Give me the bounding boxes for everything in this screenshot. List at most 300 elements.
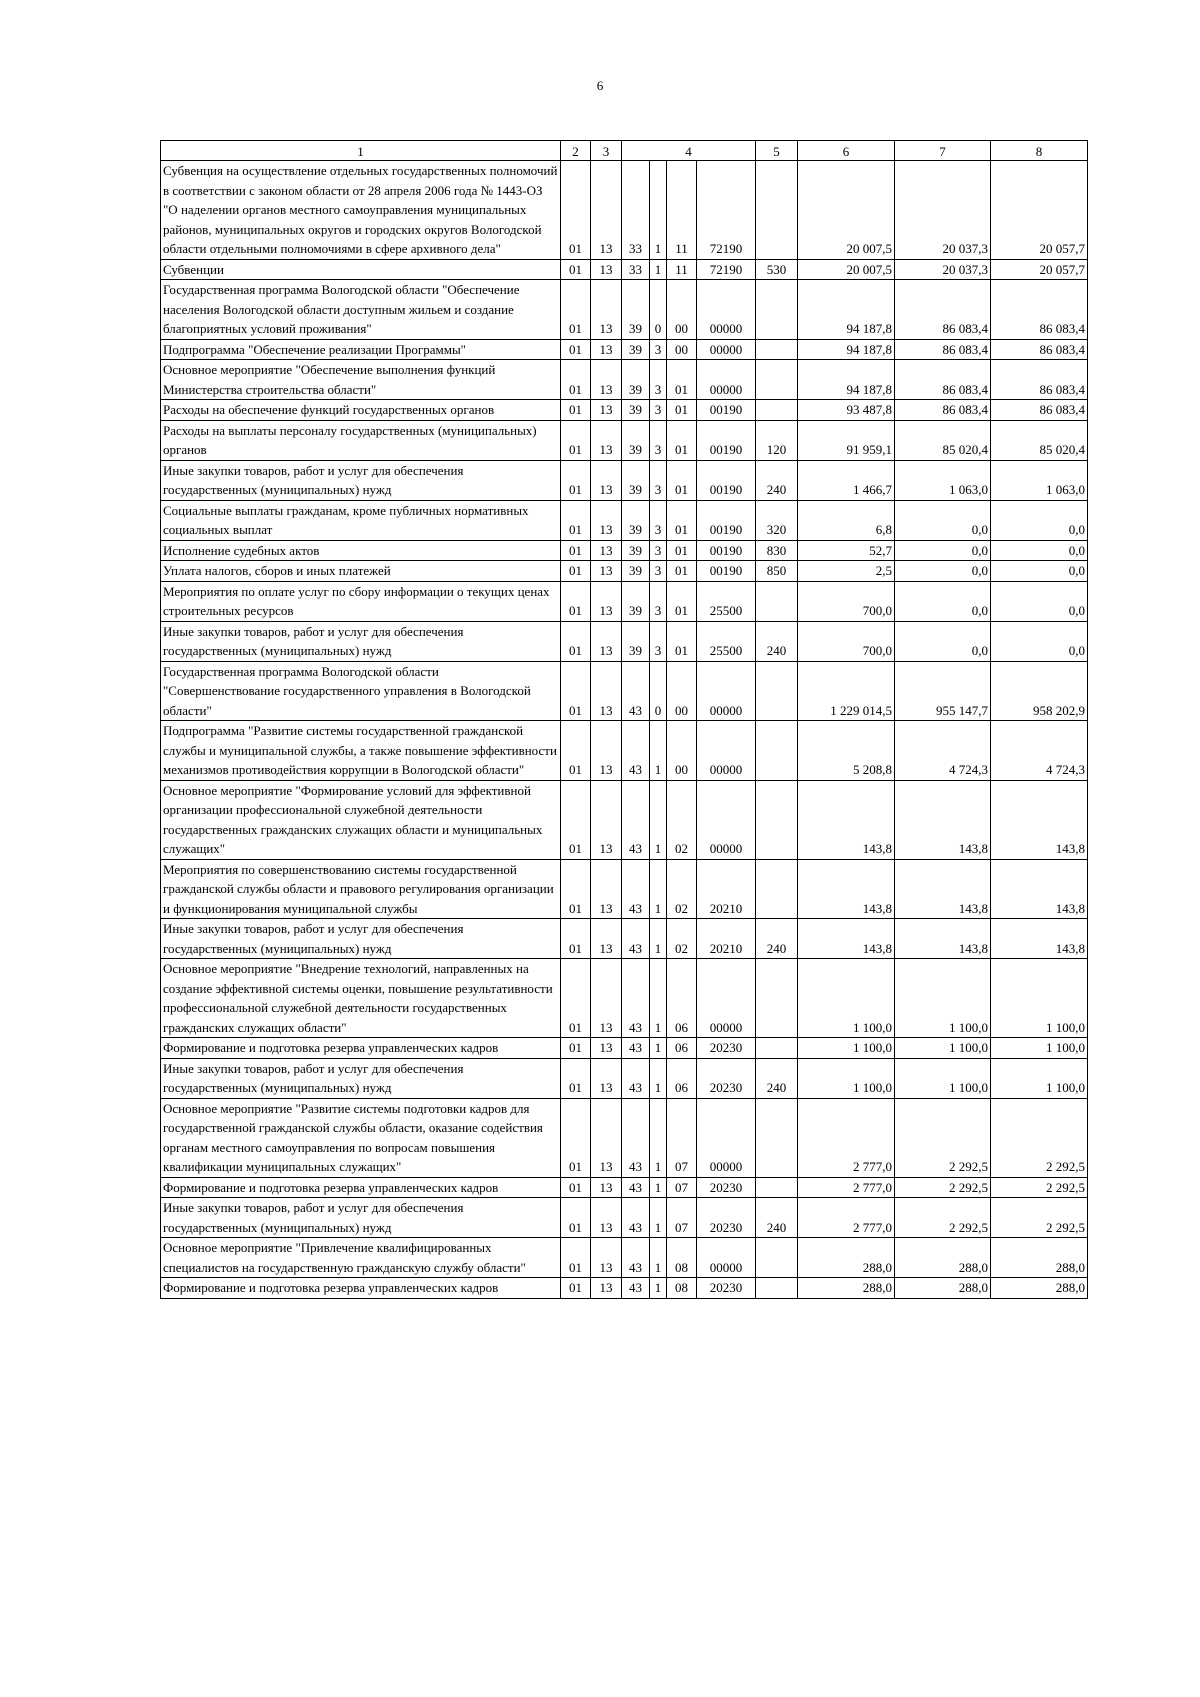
cell-subprogram: 1	[650, 959, 667, 1038]
cell-amount-6: 93 487,8	[798, 400, 895, 421]
cell-subprogram: 3	[650, 460, 667, 500]
row-name: Социальные выплаты гражданам, кроме публичных нормативных социальных выплат	[161, 500, 561, 540]
row-name: Субвенция на осуществление отдельных государственных полномочий в соответствии с законом области от 28 апреля 2006 года № 1443-ОЗ "О наделении органов местного самоуправления муниципальных районов, муниципальных округов и городских округов Вологодской области отдельными полномочиями в сфере архивного дела"	[161, 161, 561, 260]
cell-direction: 00000	[697, 1238, 756, 1278]
table-row	[161, 460, 1088, 500]
col-header-6: 6	[798, 141, 895, 161]
cell-section: 01	[561, 1098, 591, 1177]
cell-subsection: 13	[591, 561, 622, 582]
cell-subsection: 13	[591, 780, 622, 859]
cell-expense-type	[756, 581, 798, 621]
cell-expense-type	[756, 1238, 798, 1278]
cell-amount-8: 288,0	[991, 1278, 1088, 1299]
col-header-7: 7	[895, 141, 991, 161]
cell-program: 39	[622, 500, 650, 540]
cell-program: 43	[622, 1038, 650, 1059]
cell-direction: 00190	[697, 500, 756, 540]
cell-expense-type: 240	[756, 621, 798, 661]
cell-program: 43	[622, 1098, 650, 1177]
row-name: Государственная программа Вологодской области "Обеспечение населения Вологодской области доступным жильем и создание благоприятных условий проживания"	[161, 280, 561, 340]
cell-expense-type	[756, 1038, 798, 1059]
cell-amount-6: 143,8	[798, 859, 895, 919]
row-name: Основное мероприятие "Привлечение квалифицированных специалистов на государственную гражданскую службу области"	[161, 1238, 561, 1278]
cell-direction: 00000	[697, 280, 756, 340]
cell-section: 01	[561, 919, 591, 959]
cell-program: 43	[622, 1278, 650, 1299]
row-name: Основное мероприятие "Развитие системы подготовки кадров для государственной гражданской службы области, оказание содействия органам местного самоуправления по вопросам повышения квалификации муниципальных служащих"	[161, 1098, 561, 1177]
cell-subprogram: 1	[650, 721, 667, 781]
cell-subprogram: 3	[650, 561, 667, 582]
table-row	[161, 721, 1088, 781]
cell-program: 43	[622, 959, 650, 1038]
cell-subsection: 13	[591, 259, 622, 280]
cell-amount-8: 0,0	[991, 581, 1088, 621]
cell-amount-8: 4 724,3	[991, 721, 1088, 781]
cell-activity: 01	[667, 561, 697, 582]
cell-amount-7: 955 147,7	[895, 661, 991, 721]
cell-activity: 01	[667, 400, 697, 421]
cell-amount-6: 1 100,0	[798, 1038, 895, 1059]
cell-amount-6: 143,8	[798, 919, 895, 959]
cell-direction: 00000	[697, 339, 756, 360]
row-name: Расходы на выплаты персоналу государственных (муниципальных) органов	[161, 420, 561, 460]
cell-program: 39	[622, 561, 650, 582]
cell-subprogram: 3	[650, 621, 667, 661]
cell-activity: 01	[667, 621, 697, 661]
cell-amount-7: 86 083,4	[895, 280, 991, 340]
cell-section: 01	[561, 540, 591, 561]
cell-activity: 01	[667, 540, 697, 561]
cell-direction: 00000	[697, 360, 756, 400]
cell-amount-7: 86 083,4	[895, 339, 991, 360]
cell-activity: 02	[667, 859, 697, 919]
cell-subprogram: 3	[650, 540, 667, 561]
cell-amount-7: 0,0	[895, 500, 991, 540]
cell-program: 39	[622, 400, 650, 421]
row-name: Формирование и подготовка резерва управленческих кадров	[161, 1278, 561, 1299]
cell-activity: 00	[667, 721, 697, 781]
cell-activity: 01	[667, 581, 697, 621]
row-name: Субвенции	[161, 259, 561, 280]
cell-direction: 20210	[697, 919, 756, 959]
table-row	[161, 1198, 1088, 1238]
cell-program: 43	[622, 1238, 650, 1278]
cell-section: 01	[561, 1198, 591, 1238]
row-name: Иные закупки товаров, работ и услуг для обеспечения государственных (муниципальных) нужд	[161, 919, 561, 959]
cell-amount-8: 1 063,0	[991, 460, 1088, 500]
cell-amount-7: 0,0	[895, 561, 991, 582]
cell-subprogram: 1	[650, 1278, 667, 1299]
cell-activity: 01	[667, 360, 697, 400]
cell-direction: 25500	[697, 621, 756, 661]
cell-amount-7: 86 083,4	[895, 400, 991, 421]
cell-amount-6: 94 187,8	[798, 280, 895, 340]
cell-expense-type: 120	[756, 420, 798, 460]
table-row	[161, 259, 1088, 280]
cell-subprogram: 1	[650, 919, 667, 959]
cell-section: 01	[561, 859, 591, 919]
cell-activity: 00	[667, 280, 697, 340]
table-row	[161, 540, 1088, 561]
table-row	[161, 420, 1088, 460]
cell-section: 01	[561, 460, 591, 500]
cell-activity: 02	[667, 919, 697, 959]
cell-program: 39	[622, 540, 650, 561]
cell-amount-8: 0,0	[991, 621, 1088, 661]
cell-expense-type: 830	[756, 540, 798, 561]
header-row	[161, 141, 1088, 161]
row-name: Уплата налогов, сборов и иных платежей	[161, 561, 561, 582]
cell-section: 01	[561, 259, 591, 280]
cell-activity: 02	[667, 780, 697, 859]
cell-subsection: 13	[591, 621, 622, 661]
cell-direction: 72190	[697, 161, 756, 260]
cell-direction: 00000	[697, 959, 756, 1038]
cell-subsection: 13	[591, 500, 622, 540]
cell-amount-6: 700,0	[798, 581, 895, 621]
cell-subsection: 13	[591, 161, 622, 260]
table-row	[161, 661, 1088, 721]
cell-amount-8: 86 083,4	[991, 339, 1088, 360]
cell-program: 43	[622, 919, 650, 959]
cell-amount-8: 20 057,7	[991, 161, 1088, 260]
table-row	[161, 339, 1088, 360]
row-name: Иные закупки товаров, работ и услуг для обеспечения государственных (муниципальных) нужд	[161, 460, 561, 500]
cell-section: 01	[561, 280, 591, 340]
col-header-2: 2	[561, 141, 591, 161]
cell-amount-8: 0,0	[991, 500, 1088, 540]
cell-subprogram: 1	[650, 1098, 667, 1177]
cell-amount-8: 143,8	[991, 919, 1088, 959]
cell-subsection: 13	[591, 919, 622, 959]
cell-subsection: 13	[591, 1098, 622, 1177]
cell-amount-8: 2 292,5	[991, 1098, 1088, 1177]
cell-expense-type	[756, 721, 798, 781]
cell-subprogram: 1	[650, 780, 667, 859]
cell-section: 01	[561, 621, 591, 661]
row-name: Основное мероприятие "Формирование условий для эффективной организации профессиональной служебной деятельности государственных гражданских служащих области и муниципальных служащих"	[161, 780, 561, 859]
cell-amount-8: 1 100,0	[991, 1038, 1088, 1059]
cell-section: 01	[561, 959, 591, 1038]
cell-activity: 06	[667, 959, 697, 1038]
cell-amount-6: 288,0	[798, 1238, 895, 1278]
cell-expense-type	[756, 959, 798, 1038]
cell-amount-6: 288,0	[798, 1278, 895, 1299]
cell-program: 33	[622, 161, 650, 260]
cell-program: 33	[622, 259, 650, 280]
cell-amount-7: 20 037,3	[895, 161, 991, 260]
cell-activity: 11	[667, 161, 697, 260]
cell-amount-7: 20 037,3	[895, 259, 991, 280]
cell-amount-6: 2 777,0	[798, 1198, 895, 1238]
cell-amount-7: 1 100,0	[895, 1038, 991, 1059]
budget-table	[160, 140, 1088, 1299]
cell-direction: 00190	[697, 460, 756, 500]
cell-subprogram: 3	[650, 360, 667, 400]
cell-section: 01	[561, 400, 591, 421]
row-name: Иные закупки товаров, работ и услуг для обеспечения государственных (муниципальных) нужд	[161, 1058, 561, 1098]
cell-expense-type: 240	[756, 1198, 798, 1238]
cell-direction: 20230	[697, 1038, 756, 1059]
cell-subprogram: 3	[650, 420, 667, 460]
cell-amount-7: 0,0	[895, 581, 991, 621]
cell-expense-type	[756, 859, 798, 919]
cell-program: 39	[622, 420, 650, 460]
cell-subprogram: 1	[650, 1038, 667, 1059]
cell-direction: 20230	[697, 1177, 756, 1198]
cell-direction: 00190	[697, 561, 756, 582]
table-row	[161, 919, 1088, 959]
cell-amount-8: 288,0	[991, 1238, 1088, 1278]
col-header-4: 4	[622, 141, 756, 161]
cell-program: 39	[622, 280, 650, 340]
cell-section: 01	[561, 721, 591, 781]
cell-amount-8: 85 020,4	[991, 420, 1088, 460]
row-name: Подпрограмма "Развитие системы государственной гражданской службы и муниципальной службы, а также повышение эффективности механизмов противодействия коррупции в Вологодской области"	[161, 721, 561, 781]
cell-expense-type	[756, 360, 798, 400]
cell-amount-6: 2 777,0	[798, 1177, 895, 1198]
cell-direction: 00000	[697, 780, 756, 859]
cell-subprogram: 1	[650, 859, 667, 919]
row-name: Основное мероприятие "Обеспечение выполнения функций Министерства строительства области"	[161, 360, 561, 400]
cell-subsection: 13	[591, 859, 622, 919]
cell-expense-type: 240	[756, 460, 798, 500]
cell-amount-7: 143,8	[895, 919, 991, 959]
cell-subsection: 13	[591, 1198, 622, 1238]
cell-program: 39	[622, 460, 650, 500]
table-row	[161, 360, 1088, 400]
cell-amount-6: 1 100,0	[798, 1058, 895, 1098]
cell-program: 43	[622, 661, 650, 721]
cell-amount-8: 86 083,4	[991, 400, 1088, 421]
cell-amount-6: 143,8	[798, 780, 895, 859]
cell-amount-7: 143,8	[895, 859, 991, 919]
cell-subsection: 13	[591, 540, 622, 561]
cell-section: 01	[561, 661, 591, 721]
cell-amount-6: 20 007,5	[798, 259, 895, 280]
cell-section: 01	[561, 1058, 591, 1098]
cell-amount-7: 2 292,5	[895, 1198, 991, 1238]
cell-direction: 00000	[697, 661, 756, 721]
cell-direction: 25500	[697, 581, 756, 621]
cell-activity: 07	[667, 1198, 697, 1238]
cell-amount-8: 20 057,7	[991, 259, 1088, 280]
cell-amount-6: 6,8	[798, 500, 895, 540]
cell-activity: 08	[667, 1238, 697, 1278]
cell-activity: 00	[667, 339, 697, 360]
cell-amount-8: 2 292,5	[991, 1198, 1088, 1238]
cell-direction: 72190	[697, 259, 756, 280]
cell-subsection: 13	[591, 1038, 622, 1059]
table-row	[161, 1058, 1088, 1098]
table-row	[161, 621, 1088, 661]
cell-amount-8: 86 083,4	[991, 280, 1088, 340]
cell-expense-type	[756, 780, 798, 859]
row-name: Мероприятия по оплате услуг по сбору информации о текущих ценах строительных ресурсов	[161, 581, 561, 621]
cell-activity: 07	[667, 1177, 697, 1198]
cell-program: 43	[622, 1198, 650, 1238]
cell-direction: 00190	[697, 400, 756, 421]
cell-amount-8: 0,0	[991, 561, 1088, 582]
cell-subprogram: 1	[650, 1177, 667, 1198]
col-header-3: 3	[591, 141, 622, 161]
cell-program: 43	[622, 780, 650, 859]
cell-amount-6: 91 959,1	[798, 420, 895, 460]
cell-amount-6: 1 100,0	[798, 959, 895, 1038]
row-name: Подпрограмма "Обеспечение реализации Программы"	[161, 339, 561, 360]
cell-subprogram: 3	[650, 500, 667, 540]
cell-amount-7: 2 292,5	[895, 1098, 991, 1177]
cell-amount-7: 143,8	[895, 780, 991, 859]
table-row	[161, 561, 1088, 582]
cell-expense-type: 530	[756, 259, 798, 280]
cell-expense-type	[756, 280, 798, 340]
cell-section: 01	[561, 561, 591, 582]
row-name: Иные закупки товаров, работ и услуг для обеспечения государственных (муниципальных) нужд	[161, 1198, 561, 1238]
cell-section: 01	[561, 500, 591, 540]
cell-direction: 00000	[697, 1098, 756, 1177]
cell-amount-8: 86 083,4	[991, 360, 1088, 400]
table-row	[161, 959, 1088, 1038]
cell-subsection: 13	[591, 721, 622, 781]
table-row	[161, 1278, 1088, 1299]
cell-expense-type: 850	[756, 561, 798, 582]
table-row	[161, 1038, 1088, 1059]
cell-program: 39	[622, 621, 650, 661]
cell-program: 43	[622, 1177, 650, 1198]
cell-amount-7: 86 083,4	[895, 360, 991, 400]
row-name: Мероприятия по совершенствованию системы государственной гражданской службы области и правового регулирования организации и функционирования муниципальной службы	[161, 859, 561, 919]
cell-subsection: 13	[591, 1278, 622, 1299]
cell-program: 39	[622, 581, 650, 621]
cell-activity: 01	[667, 460, 697, 500]
col-header-8: 8	[991, 141, 1088, 161]
cell-activity: 07	[667, 1098, 697, 1177]
cell-amount-6: 20 007,5	[798, 161, 895, 260]
cell-amount-8: 1 100,0	[991, 959, 1088, 1038]
cell-activity: 06	[667, 1038, 697, 1059]
cell-amount-8: 143,8	[991, 859, 1088, 919]
cell-amount-6: 94 187,8	[798, 339, 895, 360]
page-number: 6	[596, 78, 604, 93]
cell-amount-6: 700,0	[798, 621, 895, 661]
cell-expense-type: 320	[756, 500, 798, 540]
cell-amount-7: 1 063,0	[895, 460, 991, 500]
cell-amount-7: 0,0	[895, 540, 991, 561]
cell-subsection: 13	[591, 661, 622, 721]
cell-section: 01	[561, 1238, 591, 1278]
cell-program: 43	[622, 721, 650, 781]
cell-expense-type	[756, 339, 798, 360]
row-name: Основное мероприятие "Внедрение технологий, направленных на создание эффективной системы оценки, повышение результативности профессиональной служебной деятельности государственных гражданских служащих области"	[161, 959, 561, 1038]
cell-amount-6: 1 229 014,5	[798, 661, 895, 721]
cell-activity: 00	[667, 661, 697, 721]
table-row	[161, 1177, 1088, 1198]
cell-amount-7: 0,0	[895, 621, 991, 661]
cell-amount-8: 958 202,9	[991, 661, 1088, 721]
cell-activity: 11	[667, 259, 697, 280]
cell-section: 01	[561, 161, 591, 260]
cell-expense-type: 240	[756, 1058, 798, 1098]
cell-subsection: 13	[591, 280, 622, 340]
cell-amount-6: 2,5	[798, 561, 895, 582]
cell-subsection: 13	[591, 360, 622, 400]
cell-amount-7: 4 724,3	[895, 721, 991, 781]
row-name: Формирование и подготовка резерва управленческих кадров	[161, 1177, 561, 1198]
cell-amount-6: 2 777,0	[798, 1098, 895, 1177]
cell-activity: 06	[667, 1058, 697, 1098]
cell-subprogram: 1	[650, 1238, 667, 1278]
cell-subsection: 13	[591, 581, 622, 621]
table-row	[161, 400, 1088, 421]
row-name: Расходы на обеспечение функций государственных органов	[161, 400, 561, 421]
cell-direction: 20230	[697, 1058, 756, 1098]
table-row	[161, 161, 1088, 260]
cell-subprogram: 1	[650, 259, 667, 280]
cell-direction: 00190	[697, 420, 756, 460]
table-row	[161, 1098, 1088, 1177]
cell-section: 01	[561, 1177, 591, 1198]
table-row	[161, 581, 1088, 621]
cell-amount-7: 288,0	[895, 1238, 991, 1278]
cell-subprogram: 3	[650, 581, 667, 621]
cell-expense-type	[756, 400, 798, 421]
row-name: Государственная программа Вологодской области "Совершенствование государственного управления в Вологодской области"	[161, 661, 561, 721]
table-row	[161, 1238, 1088, 1278]
cell-program: 43	[622, 859, 650, 919]
cell-amount-7: 288,0	[895, 1278, 991, 1299]
cell-amount-6: 1 466,7	[798, 460, 895, 500]
cell-subprogram: 3	[650, 339, 667, 360]
cell-section: 01	[561, 1278, 591, 1299]
cell-subprogram: 1	[650, 1058, 667, 1098]
cell-amount-7: 1 100,0	[895, 959, 991, 1038]
table-row	[161, 500, 1088, 540]
cell-direction: 00000	[697, 721, 756, 781]
cell-amount-8: 1 100,0	[991, 1058, 1088, 1098]
cell-section: 01	[561, 339, 591, 360]
cell-direction: 20210	[697, 859, 756, 919]
cell-amount-6: 52,7	[798, 540, 895, 561]
cell-program: 39	[622, 339, 650, 360]
cell-amount-8: 0,0	[991, 540, 1088, 561]
cell-activity: 01	[667, 420, 697, 460]
cell-activity: 08	[667, 1278, 697, 1299]
cell-subprogram: 0	[650, 661, 667, 721]
row-name: Исполнение судебных актов	[161, 540, 561, 561]
col-header-5: 5	[756, 141, 798, 161]
cell-subprogram: 1	[650, 161, 667, 260]
cell-expense-type	[756, 1098, 798, 1177]
cell-section: 01	[561, 360, 591, 400]
table-row	[161, 780, 1088, 859]
table-row	[161, 280, 1088, 340]
cell-subprogram: 1	[650, 1198, 667, 1238]
cell-subsection: 13	[591, 1058, 622, 1098]
cell-subsection: 13	[591, 400, 622, 421]
row-name: Иные закупки товаров, работ и услуг для обеспечения государственных (муниципальных) нужд	[161, 621, 561, 661]
cell-subsection: 13	[591, 420, 622, 460]
cell-amount-6: 94 187,8	[798, 360, 895, 400]
cell-amount-8: 143,8	[991, 780, 1088, 859]
cell-subsection: 13	[591, 959, 622, 1038]
cell-expense-type	[756, 1278, 798, 1299]
cell-amount-8: 2 292,5	[991, 1177, 1088, 1198]
cell-section: 01	[561, 780, 591, 859]
table-row	[161, 859, 1088, 919]
cell-section: 01	[561, 420, 591, 460]
cell-subsection: 13	[591, 339, 622, 360]
